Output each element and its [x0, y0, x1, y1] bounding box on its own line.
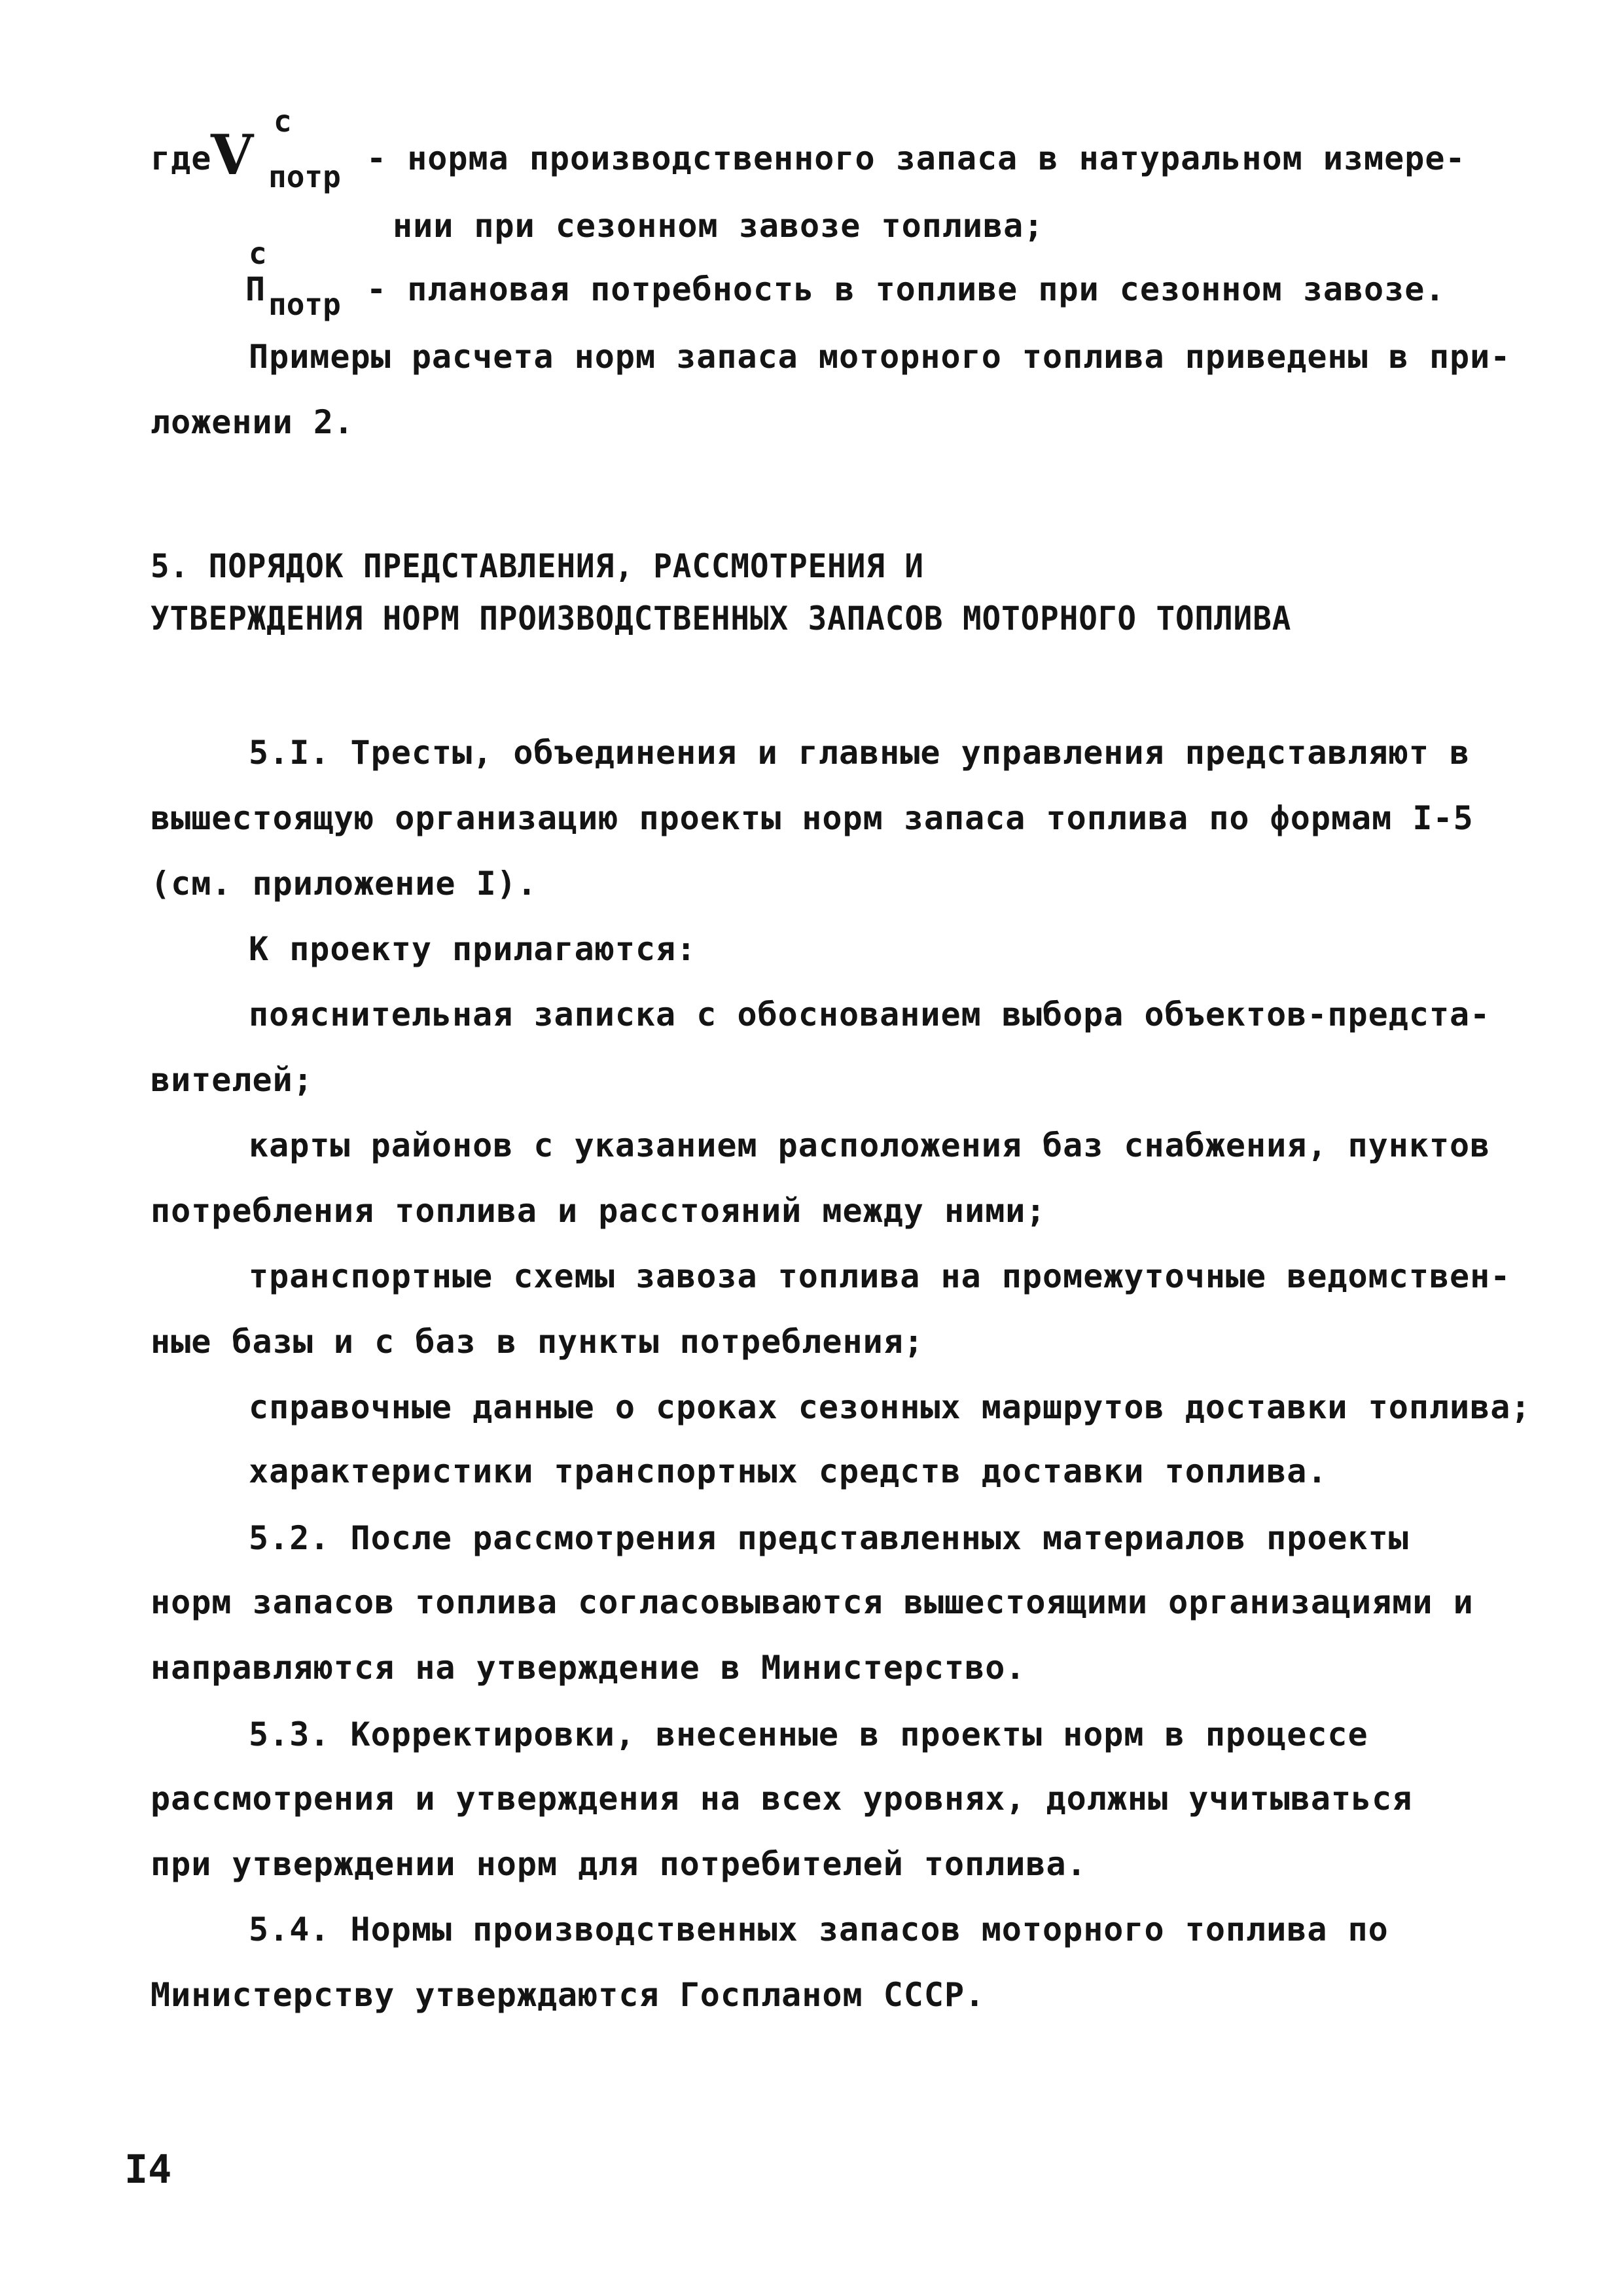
body-line: ные базы и с баз в пункты потребления;: [151, 1323, 924, 1361]
v-subscript: потр: [268, 159, 341, 194]
page-number: I4: [124, 2147, 172, 2193]
body-line: вителей;: [151, 1061, 313, 1099]
body-line: 5.3. Корректировки, внесенные в проекты норм в процессе: [249, 1715, 1368, 1753]
body-line: пояснительная записка с обоснованием выбора объектов-предста-: [249, 996, 1491, 1033]
body-line: 5.4. Нормы производственных запасов моторного топлива по: [249, 1910, 1389, 1948]
body-line: вышестоящую организацию проекты норм запаса топлива по формам I-5: [151, 799, 1474, 837]
v-symbol: V: [211, 122, 254, 187]
body-line: направляются на утверждение в Министерство.: [151, 1649, 1026, 1687]
body-line: характеристики транспортных средств доставки топлива.: [249, 1452, 1328, 1490]
body-line: К проекту прилагаются:: [249, 930, 697, 968]
section-heading-line-2: УТВЕРЖДЕНИЯ НОРМ ПРОИЗВОДСТВЕННЫХ ЗАПАСОВ МОТОРНОГО ТОПЛИВА: [151, 600, 1292, 637]
body-line: карты районов с указанием расположения баз снабжения, пунктов: [249, 1126, 1491, 1164]
body-line: при утверждении норм для потребителей топлива.: [151, 1845, 1087, 1883]
body-line: (см. приложение I).: [151, 865, 537, 903]
body-line: потребления топлива и расстояний между ними;: [151, 1192, 1046, 1230]
examples-line-1: Примеры расчета норм запаса моторного топлива приведены в при-: [249, 338, 1511, 376]
body-line: рассмотрения и утверждения на всех уровнях, должны учитываться: [151, 1780, 1413, 1818]
body-line: 5.2. После рассмотрения представленных материалов проекты: [249, 1519, 1409, 1557]
where-word: где: [151, 139, 212, 177]
v-definition-line-1: - норма производственного запаса в натуральном измере-: [366, 139, 1466, 177]
examples-line-2: ложении 2.: [151, 403, 355, 441]
v-superscript: с: [274, 103, 292, 139]
v-definition-line-2: нии при сезонном завозе топлива;: [393, 207, 1044, 245]
body-line: транспортные схемы завоза топлива на промежуточные ведомствен-: [249, 1257, 1511, 1295]
body-line: справочные данные о сроках сезонных маршрутов доставки топлива;: [249, 1388, 1531, 1426]
body-line: Министерству утверждаются Госпланом СССР.: [151, 1976, 986, 2014]
p-subscript: потр: [268, 287, 341, 322]
body-line: норм запасов топлива согласовываются вышестоящими организациями и: [151, 1583, 1474, 1621]
body-line: 5.I. Тресты, объединения и главные управления представляют в: [249, 734, 1471, 772]
section-heading-line-1: 5. ПОРЯДОК ПРЕДСТАВЛЕНИЯ, РАССМОТРЕНИЯ И: [151, 547, 924, 585]
p-symbol: П: [245, 270, 266, 308]
p-superscript: с: [249, 236, 267, 271]
p-definition: - плановая потребность в топливе при сезонном завозе.: [366, 270, 1446, 308]
